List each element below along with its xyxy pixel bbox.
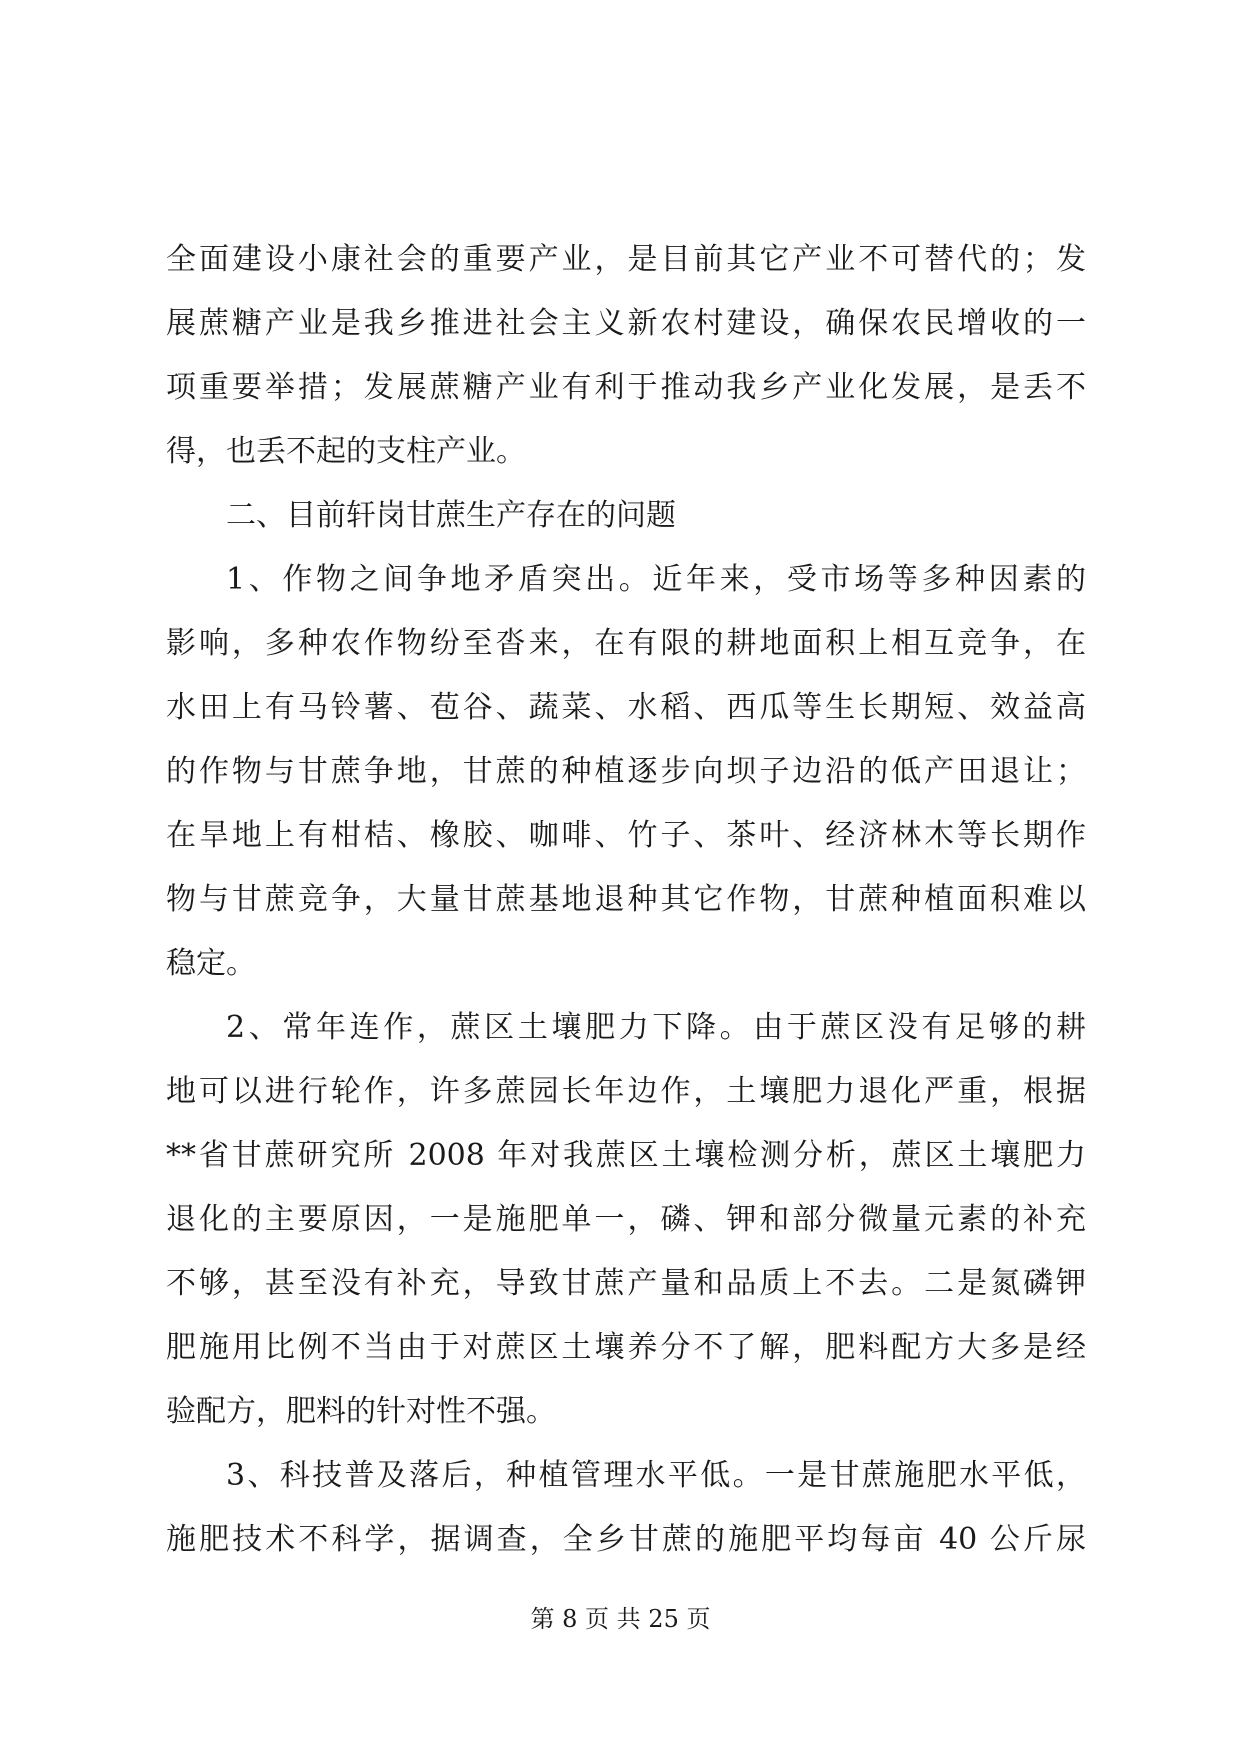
text-line: 退化的主要原因，一是施肥单一，磷、钾和部分微量元素的补充 — [166, 1202, 1086, 1237]
text-line: 物与甘蔗竞争，大量甘蔗基地退种其它作物，甘蔗种植面积难以 — [166, 882, 1086, 917]
text-line: 地可以进行轮作，许多蔗园长年边作，土壤肥力退化严重，根据 — [166, 1074, 1086, 1109]
text-line: 二、目前轩岗甘蔗生产存在的问题 — [226, 498, 676, 533]
document-body — [166, 228, 1086, 1572]
text-line: 在旱地上有柑桔、橡胶、咖啡、竹子、茶叶、经济林木等长期作 — [166, 818, 1086, 853]
text-line: 验配方，肥料的针对性不强。 — [166, 1394, 556, 1429]
text-line: 3、科技普及落后，种植管理水平低。一是甘蔗施肥水平低， — [226, 1458, 1086, 1493]
text-line: 肥施用比例不当由于对蔗区土壤养分不了解，肥料配方大多是经 — [166, 1330, 1086, 1365]
text-line: 的作物与甘蔗争地，甘蔗的种植逐步向坝子边沿的低产田退让； — [166, 754, 1086, 789]
page-number-footer: 第 8 页 共 25 页 — [530, 1605, 711, 1633]
text-line: 项重要举措；发展蔗糖产业有利于推动我乡产业化发展，是丢不 — [166, 370, 1086, 405]
text-line: 1、作物之间争地矛盾突出。近年来，受市场等多种因素的 — [226, 562, 1086, 597]
text-line: 稳定。 — [166, 946, 256, 981]
text-line: 不够，甚至没有补充，导致甘蔗产量和品质上不去。二是氮磷钾 — [166, 1266, 1086, 1301]
text-line: 2、常年连作，蔗区土壤肥力下降。由于蔗区没有足够的耕 — [226, 1010, 1086, 1045]
text-line: 影响，多种农作物纷至沓来，在有限的耕地面积上相互竞争，在 — [166, 626, 1086, 661]
text-line: 水田上有马铃薯、苞谷、蔬菜、水稻、西瓜等生长期短、效益高 — [166, 690, 1086, 725]
text-line: **省甘蔗研究所 2008 年对我蔗区土壤检测分析，蔗区土壤肥力 — [166, 1138, 1086, 1173]
text-line: 施肥技术不科学，据调查，全乡甘蔗的施肥平均每亩 40 公斤尿 — [166, 1522, 1086, 1557]
text-line: 得，也丢不起的支柱产业。 — [166, 434, 526, 469]
text-line: 展蔗糖产业是我乡推进社会主义新农村建设，确保农民增收的一 — [166, 306, 1086, 341]
text-line: 全面建设小康社会的重要产业，是目前其它产业不可替代的；发 — [166, 242, 1086, 277]
